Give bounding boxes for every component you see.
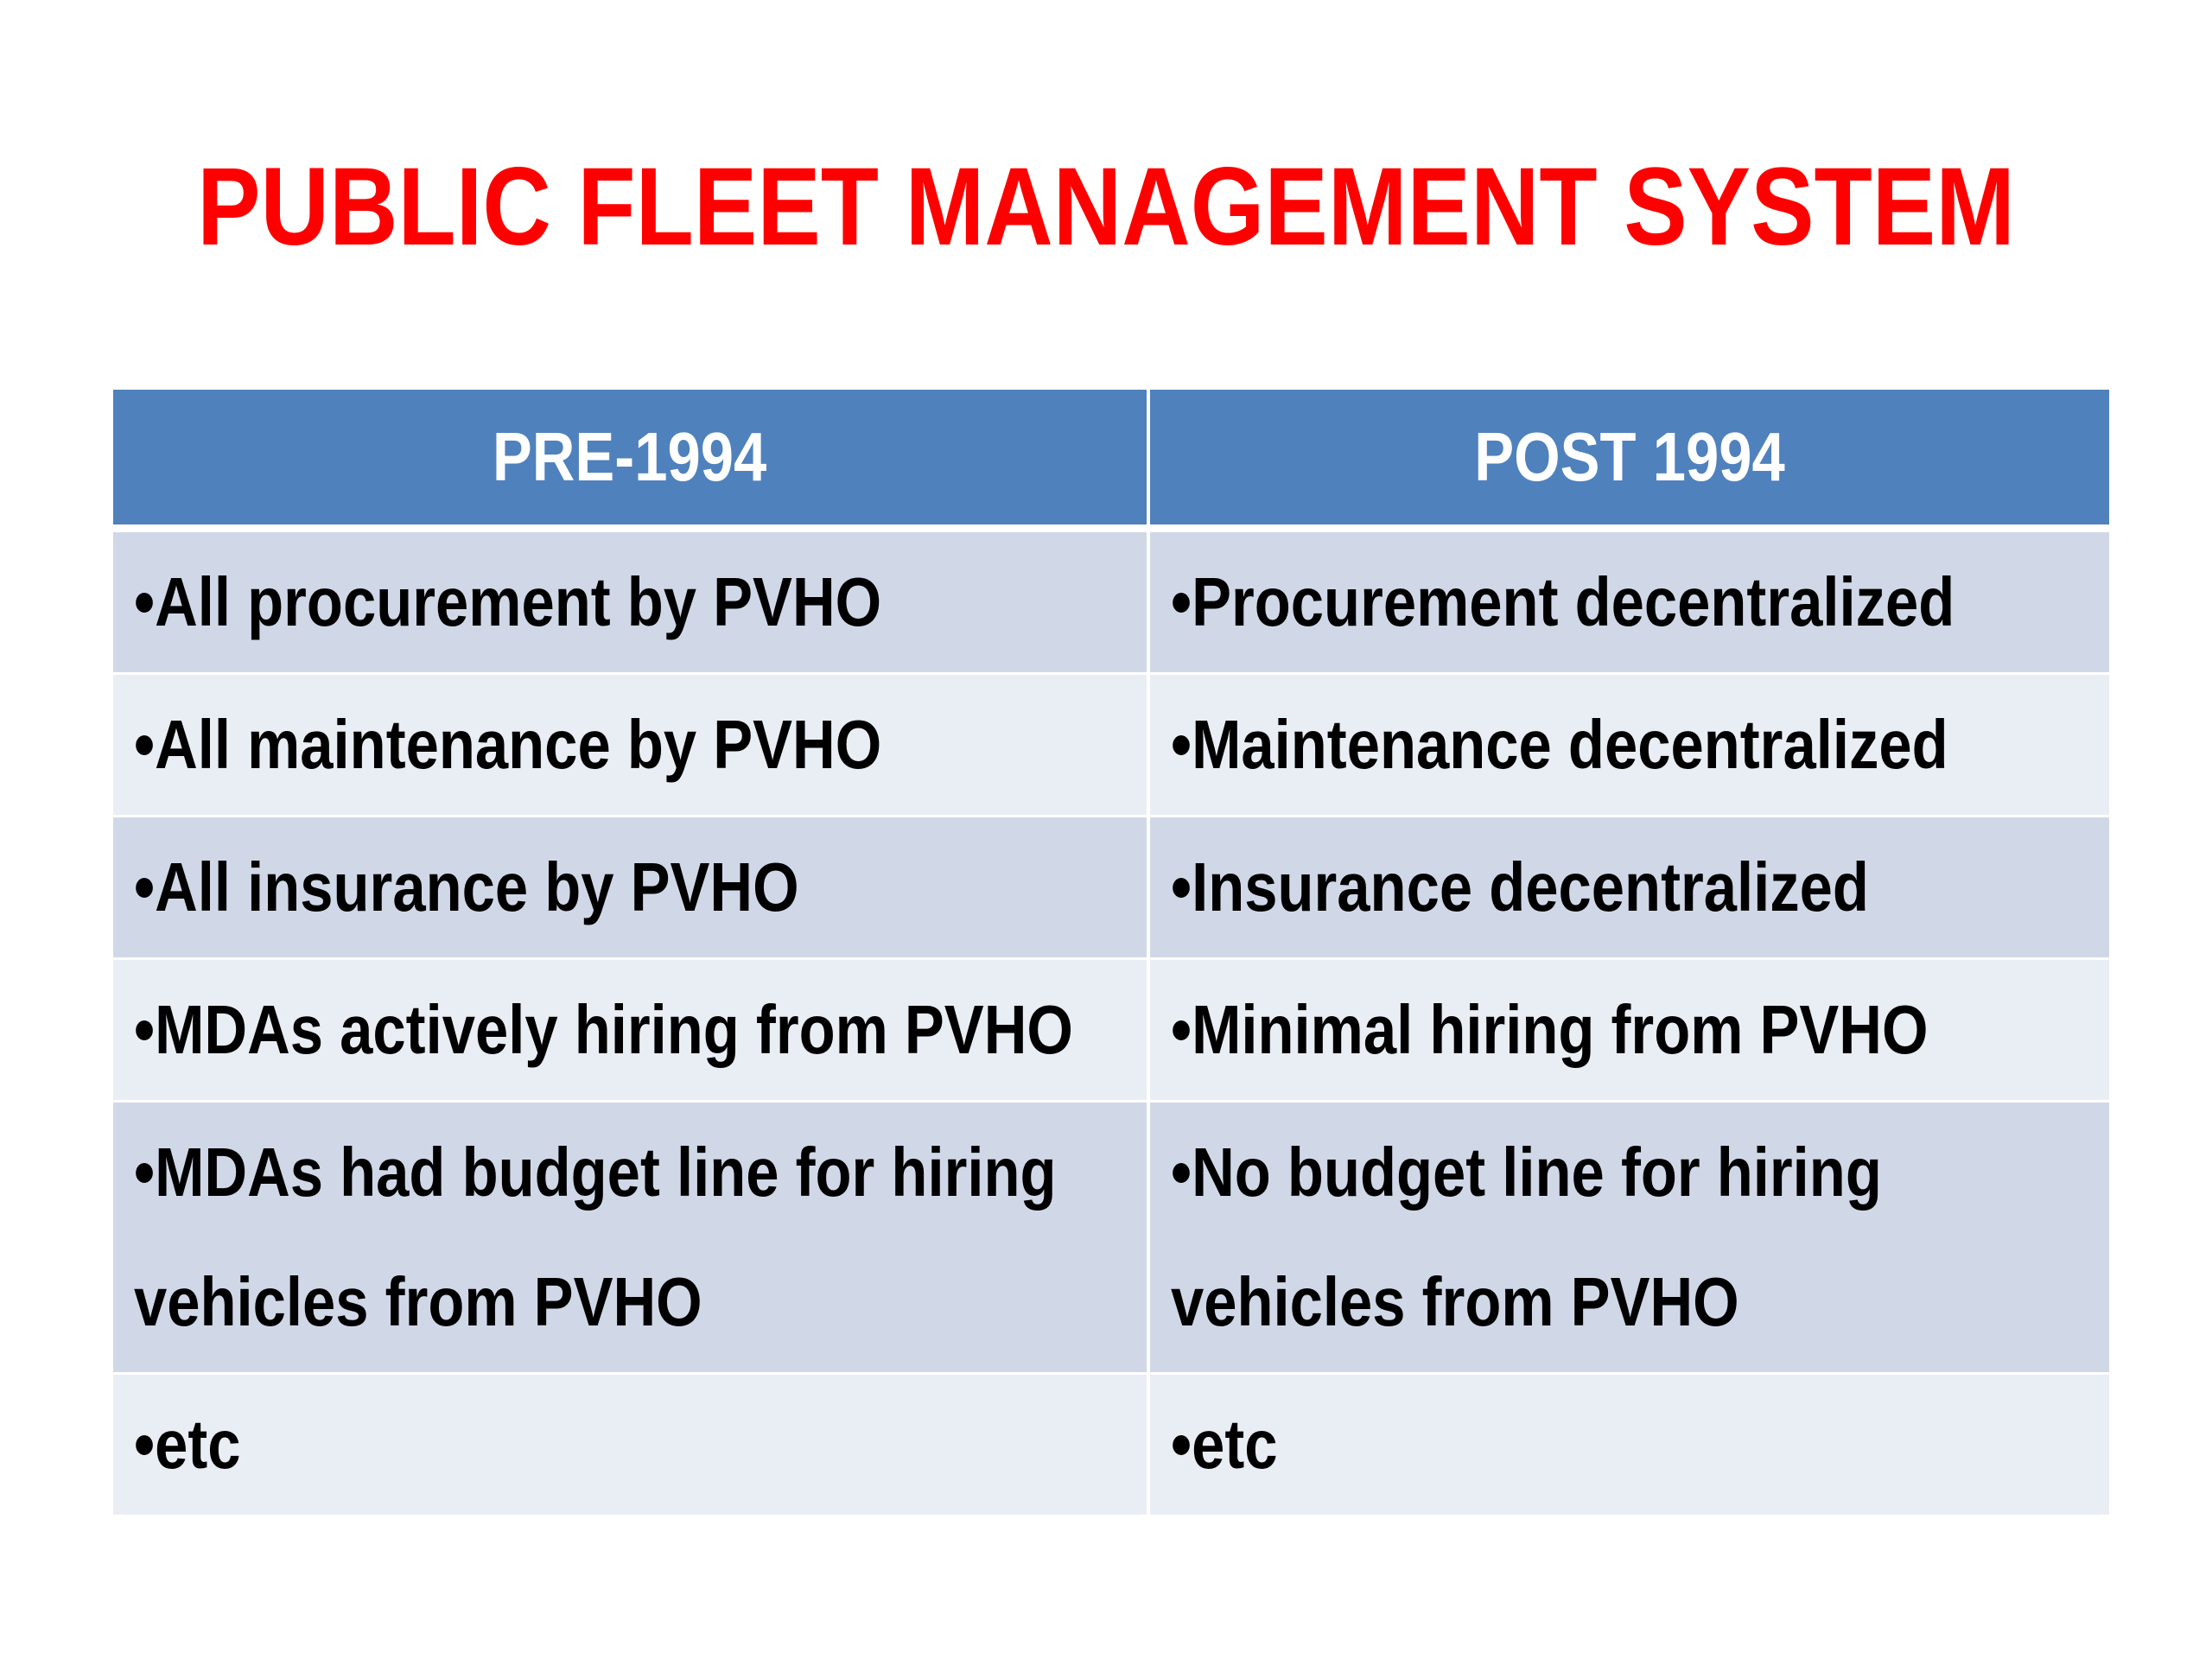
- table-row: [113, 1372, 2109, 1515]
- column-header-pre-1994: PRE-1994: [113, 390, 1147, 530]
- comparison-table-container: [113, 390, 2109, 1515]
- table-row: [113, 672, 2109, 815]
- slide-title: [155, 130, 2057, 285]
- table-row: [113, 1100, 2109, 1372]
- table-cell-pre: •MDAs had budget line for hiring vehicles from PVHO: [113, 1100, 1147, 1372]
- table-cell-pre: •All procurement by PVHO: [113, 530, 1147, 672]
- table-row: [113, 530, 2109, 672]
- table-cell-post: •Insurance decentralized: [1147, 815, 2109, 957]
- table-cell-post: •etc: [1147, 1372, 2109, 1515]
- header-row: [113, 390, 2109, 530]
- table-cell-pre: •All insurance by PVHO: [113, 815, 1147, 957]
- table-cell-post: •Procurement decentralized: [1147, 530, 2109, 672]
- table-cell-pre: •MDAs actively hiring from PVHO: [113, 957, 1147, 1100]
- table-row: [113, 815, 2109, 957]
- table-row: [113, 957, 2109, 1100]
- table-cell-post: •No budget line for hiring vehicles from PVHO: [1147, 1100, 2109, 1372]
- column-header-post-1994: POST 1994: [1147, 390, 2109, 530]
- table-body: [113, 530, 2109, 1515]
- table-header: [113, 390, 2109, 530]
- comparison-table: [113, 390, 2109, 1515]
- table-cell-post: •Minimal hiring from PVHO: [1147, 957, 2109, 1100]
- slide-title-text: PUBLIC FLEET MANAGEMENT SYSTEM: [197, 145, 2015, 269]
- table-cell-pre: •All maintenance by PVHO: [113, 672, 1147, 815]
- table-cell-pre: •etc: [113, 1372, 1147, 1515]
- table-cell-post: •Maintenance decentralized: [1147, 672, 2109, 815]
